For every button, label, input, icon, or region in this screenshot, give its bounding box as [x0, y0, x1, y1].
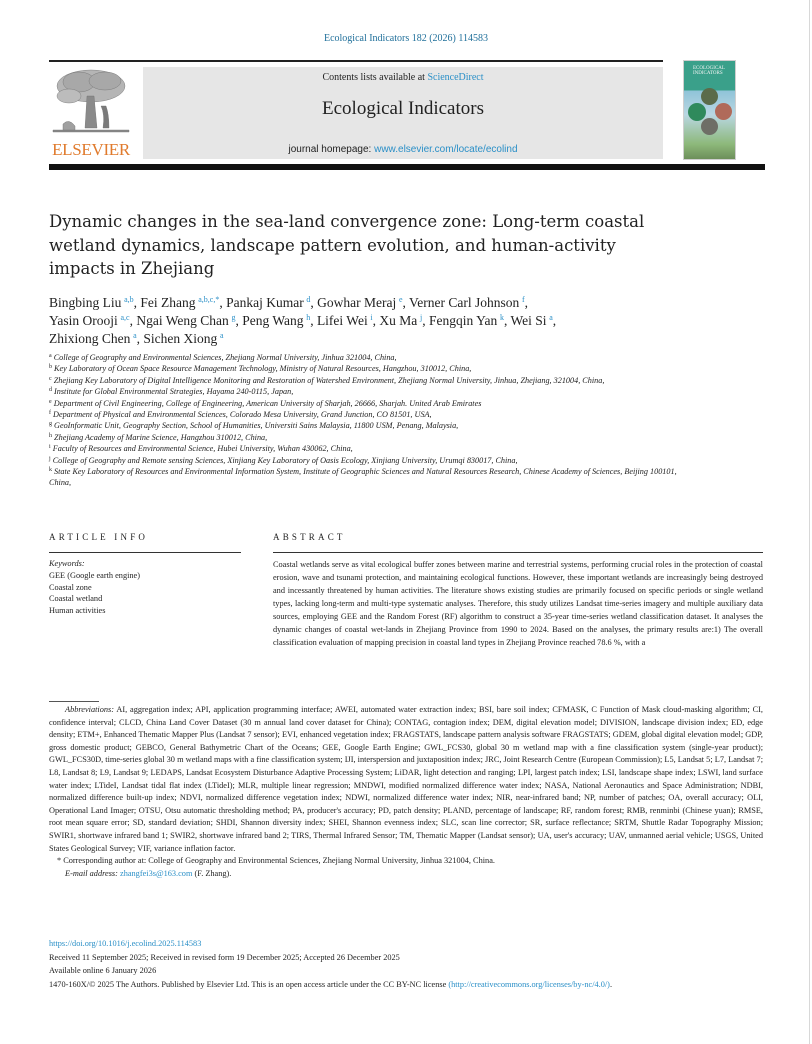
affiliation-text: Department of Physical and Environmental Sciences, Colorado Mesa University, Grand Junction, CO 81501, USA,	[53, 410, 432, 420]
license-text: 1470-160X/© 2025 The Authors. Published by Elsevier Ltd. This is an open access article under the CC BY-NC license	[49, 979, 449, 989]
affiliation-item	[49, 420, 689, 431]
license-link[interactable]: (http://creativecommons.org/licenses/by-nc/4.0/)	[448, 979, 610, 989]
author[interactable]	[317, 295, 409, 310]
header-rule	[49, 60, 663, 62]
affiliation-key: b	[49, 364, 52, 371]
affiliation-list	[49, 352, 689, 489]
author[interactable]	[317, 313, 379, 328]
author[interactable]	[136, 313, 242, 328]
license-line	[49, 978, 763, 992]
author-affiliation-marker[interactable]: a	[133, 331, 137, 340]
author-affiliation-marker[interactable]: g	[231, 313, 236, 322]
affiliation-key: j	[49, 455, 51, 462]
author[interactable]	[49, 313, 136, 328]
affiliation-item	[49, 432, 689, 443]
homepage-line	[143, 144, 663, 155]
cover-photo-circle	[688, 103, 706, 121]
abstract-heading: ABSTRACT	[273, 532, 346, 542]
affiliation-text: Faculty of Resources and Environmental Science, Hubei University, Wuhan 430062, China,	[52, 444, 353, 454]
affiliation-item	[49, 409, 689, 420]
corresponding-author-note: * Corresponding author at: College of Geography and Environmental Sciences, Zhejiang Normal University, Jinhua 321004, China.	[57, 856, 495, 866]
author-name[interactable]: Wei Si	[510, 313, 547, 328]
cover-photo-circle	[715, 103, 732, 120]
keyword-item: Coastal zone	[49, 582, 92, 592]
affiliation-item	[49, 363, 689, 374]
affiliation-key: d	[49, 387, 52, 394]
affiliation-item	[49, 386, 689, 397]
author-separator: ,	[503, 313, 511, 328]
elsevier-logo[interactable]	[49, 66, 133, 160]
contents-line	[143, 72, 663, 83]
publication-info	[49, 937, 763, 991]
author-name[interactable]: Yasin Orooji	[49, 313, 118, 328]
email-suffix: (F. Zhang).	[192, 868, 232, 878]
author-affiliation-marker[interactable]: a	[549, 313, 553, 322]
author-separator: ,	[235, 313, 243, 328]
author-affiliation-marker[interactable]: e	[398, 295, 403, 304]
author-name[interactable]: Sichen Xiong	[143, 331, 218, 346]
affiliation-key: c	[49, 375, 52, 382]
cover-photo-circle	[701, 88, 718, 105]
homepage-prefix: journal homepage:	[288, 144, 375, 155]
abstract-text: Coastal wetlands serve as vital ecological buffer zones between marine and terrestrial systems, performing crucial roles in the protection of coastal erosion, wave and tsunami protection, and maintaining ecological functions. However, these important wetlands are increasingly being destroyed and incessantly threatened by human activities. The literature shows existing studies are primarily focused on specific periods or single wetland types, lacking long-term and multi-type systematic analyses. Therefore, this study utilizes Landsat time-series imagery and multiple auxiliary data sources, employing GEE and the Random Forest (RF) algorithm to construct a 35-year time-series wetland classification dataset. It analyses the dynamic changes of coastal wet-lands in Zhejiang Province from 1990 to 2024. Based on the analyses, the primary results are:1) The overall classification evaluation of mapping precision in coastal land types in Zhejiang Province reached 78.6 %, with a	[273, 560, 763, 647]
journal-banner	[143, 67, 663, 159]
affiliation-item	[49, 398, 689, 409]
footnote-rule	[49, 701, 99, 702]
affiliation-item	[49, 466, 689, 489]
author-affiliation-marker[interactable]: j	[419, 313, 423, 322]
affiliation-text: Key Laboratory of Ocean Space Resource Management Technology, Ministry of Natural Resources, Hangzhou, 310012, China,	[54, 364, 472, 374]
received-history: Received 11 September 2025; Received in revised form 19 December 2025; Accepted 26 December 2025	[49, 952, 400, 962]
author-affiliation-marker[interactable]: i	[370, 313, 373, 322]
email-line	[49, 868, 763, 881]
author-list	[49, 294, 699, 348]
license-suffix: .	[609, 979, 613, 989]
author-separator: ,	[310, 313, 317, 328]
affiliation-text: College of Geography and Environmental Sciences, Zhejiang Normal University, Jinhua 321004, China,	[53, 353, 397, 362]
author-separator: ,	[219, 295, 227, 310]
affiliation-item	[49, 455, 689, 466]
author-name[interactable]: Xu Ma	[379, 313, 418, 328]
cover-title-line2: INDICATORS	[693, 71, 723, 76]
author-separator: ,	[310, 295, 318, 310]
author[interactable]	[140, 295, 226, 310]
banner-bottom-rule	[49, 164, 765, 170]
author-name[interactable]: Gowhar Meraj	[317, 295, 397, 310]
footnotes	[49, 704, 763, 880]
keywords-block	[49, 558, 249, 617]
abbreviations-footnote	[49, 704, 763, 855]
author[interactable]	[49, 295, 140, 310]
abbreviations-text: AI, aggregation index; API, application programming interface; AWEI, automated water extraction index; BSI, bare soil index; CFMASK, C Function of Mask cloud-masking algorithm; CI, confidence interval; CLCD, China Land Cover Dataset (30 m annual land cover dataset for China); CONTAG, contagion index; DEM, digital elevation model; DIVISION, landscape division index; ED, edge density; ETM+, Enhanced Thematic Mapper Plus (Landsat 7 sensor); EVI, enhanced vegetation index; FRAGSTATS, landscape pattern analysis software FRAGSTATS; GDEM, global digital elevation model; GDP, gross domestic product; GEBCO, General Bathymetric Chart of the Oceans; GEE, Google Earth Engine; GWL_FCS30, global 30 m wetland map with a fine classification system (single-year product); GWL_FCS30D, time-series global 30 m wetland maps with a fine classification system; IJI, interspersion and juxtaposition index; JRC, Joint Research Centre (European Commission); L5, Landsat 5; L7, Landsat 7; L8, Landsat 8; L9, Landsat 9; LEDAPS, Landsat Ecosystem Disturbance Adaptive Processing System; LiDAR, light detection and ranging; LPI, largest patch index; LSI, landscape shape index; LSWI, land surface water index; LTideI, Landsat tidal flat index (LTideI); MLR, multiple linear regression; MNDWI, modified normalized difference water index; NASA, National Aeronautics and Space Administration; NDBI, normalized difference built-up index; NDVI, normalized difference vegetation index; NDWI, normalized difference water index; NIR, near-infrared band; NP, number of patches; OA, overall accuracy; OLI, Operational Land Imager; OTSU, Otsu automatic thresholding method; PA, producer's accuracy; PD, patch density; PLAND, percentage of landscape; RF, random forest; RMB, renminbi (Chinese yuan); RMSE, root mean square error; SD, standard deviation; SHDI, Shannon diversity index; SHEI, Shannon evenness index; SLC, scan line corrector; SR, surface reflectance; SRTM, Shuttle Radar Topography Mission; SWIR1, shortwave infrared band 1; SWIR2, shortwave infrared band 2; TIRS, Thermal Infrared Sensor; TM, Thematic Mapper (Landsat sensor); UA, user's accuracy; UAV, unmanned aerial vehicle; USGS, United States Geological Survey; VIF, variance inflation factor.	[49, 705, 763, 853]
journal-cover-image[interactable]	[683, 60, 736, 160]
author-name[interactable]: Ngai Weng Chan	[136, 313, 229, 328]
abbreviations-label: Abbreviations:	[65, 705, 115, 714]
keyword-item: Coastal wetland	[49, 594, 103, 604]
author-name[interactable]: Verner Carl Johnson	[409, 295, 520, 310]
author[interactable]	[242, 313, 317, 328]
affiliation-key: k	[49, 467, 52, 474]
author-affiliation-marker[interactable]: a,b,c,*	[198, 295, 220, 304]
author-separator: ,	[402, 295, 410, 310]
author[interactable]	[226, 295, 317, 310]
affiliation-text: Zhejiang Key Laboratory of Digital Intelligence Monitoring and Restoration of Watershed Environment, Zhejiang Normal University, Jinhua, Zhejiang, 321004, China,	[53, 375, 605, 385]
author[interactable]	[379, 313, 429, 328]
author[interactable]	[49, 331, 143, 346]
keyword-item: GEE (Google earth engine)	[49, 570, 140, 580]
author-name[interactable]: Fengqin Yan	[428, 313, 498, 328]
author-name[interactable]: Bingbing Liu	[49, 295, 122, 310]
affiliation-item	[49, 443, 689, 454]
author-name[interactable]: Lifei Wei	[316, 313, 368, 328]
author-name[interactable]: Fei Zhang	[140, 295, 196, 310]
author-separator: ,	[129, 313, 137, 328]
author-name[interactable]: Zhixiong Chen	[49, 331, 131, 346]
author-affiliation-marker[interactable]: h	[306, 313, 311, 322]
cover-title-line1: ECOLOGICAL	[693, 66, 725, 71]
affiliation-text: GeoInformatic Unit, Geography Section, School of Humanities, Universiti Sains Malaysia, 11800 USM, Penang, Malaysia,	[54, 421, 459, 431]
cover-title	[693, 66, 733, 76]
author-affiliation-marker[interactable]: a,c	[120, 313, 130, 322]
author-affiliation-marker[interactable]: a,b	[124, 295, 134, 304]
affiliation-text: Department of Civil Engineering, College of Engineering, American University of Sharjah, 26666, Sharjah. United Arab Emirates	[53, 398, 482, 408]
author-affiliation-marker[interactable]: d	[306, 295, 311, 304]
author[interactable]	[429, 313, 510, 328]
abstract-rule	[273, 552, 763, 553]
author-separator: ,	[372, 313, 380, 328]
elsevier-wordmark: ELSEVIER	[52, 140, 130, 159]
author-name[interactable]: Peng Wang	[242, 313, 304, 328]
doi-link[interactable]: https://doi.org/10.1016/j.ecolind.2025.114583	[49, 939, 202, 948]
author-separator: ,	[552, 313, 557, 328]
keyword-item: Human activities	[49, 606, 106, 616]
author-separator: ,	[422, 313, 429, 328]
author-name[interactable]: Pankaj Kumar	[226, 295, 304, 310]
author-separator: ,	[133, 295, 141, 310]
contents-prefix: Contents lists available at	[322, 72, 428, 83]
affiliation-text: College of Geography and Remote sensing Sciences, Xinjiang Key Laboratory of Oasis Ecology, Xinjiang University, Urumqi 830017, China,	[52, 455, 518, 465]
email-link[interactable]: zhangfei3s@163.com	[120, 868, 193, 878]
journal-title[interactable]: Ecological Indicators	[322, 98, 484, 119]
author[interactable]	[409, 295, 528, 310]
author-affiliation-marker[interactable]: k	[499, 313, 504, 322]
author-separator: ,	[136, 331, 144, 346]
article-title: Dynamic changes in the sea-land convergence zone: Long-term coastal wetland dynamics, landscape pattern evolution, and human-activity impacts in Zhejiang	[49, 212, 645, 278]
page-edge-divider	[809, 0, 810, 1044]
article-info-heading: ARTICLE INFO	[49, 532, 149, 542]
author[interactable]	[143, 331, 223, 346]
keywords-label: Keywords:	[49, 559, 85, 568]
homepage-link[interactable]: www.elsevier.com/locate/ecolind	[374, 144, 518, 155]
affiliation-key: i	[49, 444, 51, 451]
affiliation-key: e	[49, 398, 52, 405]
affiliation-text: Zhejiang Academy of Marine Science, Hangzhou 310012, China,	[54, 432, 268, 442]
author[interactable]	[510, 313, 556, 328]
article-info-rule	[49, 552, 241, 553]
email-label: E-mail address:	[65, 868, 118, 878]
available-online: Available online 6 January 2026	[49, 966, 157, 976]
affiliation-text: State Key Laboratory of Resources and Environmental Information System, Institute of Geographic Sciences and Natural Resources Research, Chinese Academy of Sciences, Beijing 100101, China,	[49, 467, 677, 488]
cover-photo-circle	[701, 118, 718, 135]
author-affiliation-marker[interactable]: f	[521, 295, 525, 304]
affiliation-key: f	[49, 410, 51, 417]
author-separator: ,	[524, 295, 529, 310]
sciencedirect-link[interactable]: ScienceDirect	[427, 72, 484, 83]
elsevier-tree-logo-icon	[49, 66, 133, 138]
affiliation-key: a	[49, 353, 52, 359]
affiliation-item	[49, 352, 689, 363]
affiliation-item	[49, 375, 689, 386]
affiliation-text: Institute for Global Environmental Strategies, Hayama 240-0115, Japan,	[54, 387, 294, 397]
affiliation-key: g	[49, 421, 52, 428]
running-head[interactable]: Ecological Indicators 182 (2026) 114583	[323, 33, 489, 44]
author-affiliation-marker[interactable]: a	[219, 331, 224, 340]
affiliation-key: h	[49, 432, 52, 439]
